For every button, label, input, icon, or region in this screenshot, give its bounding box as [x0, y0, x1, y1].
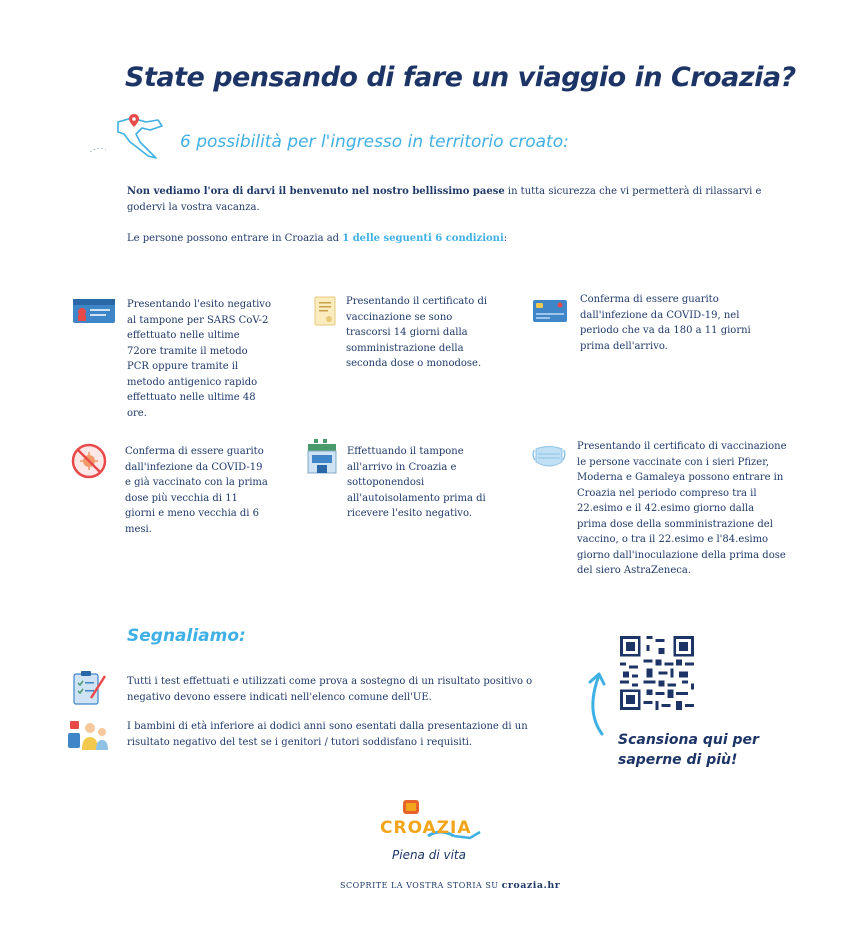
subtitle: 6 possibilità per l'ingresso in territorio croato:	[180, 132, 569, 152]
intro-paragraph	[127, 184, 777, 216]
logo-tagline: Piena di vita	[392, 848, 466, 862]
pharmacy-icon	[306, 438, 338, 474]
qr-code[interactable]	[620, 636, 694, 710]
id-card-icon	[72, 298, 116, 324]
notes-title: Segnaliamo:	[127, 626, 246, 646]
footer	[340, 880, 560, 891]
certificate-icon	[314, 296, 336, 326]
intro-bold: Non vediamo l'ora di darvi il benvenuto nel nostro bellissimo paese	[127, 186, 505, 197]
conditions-suffix: :	[503, 233, 508, 244]
logo-wordmark: CROAZIA	[380, 818, 472, 838]
footer-site-link[interactable]: croazia.hr	[501, 880, 561, 891]
croatia-map-icon	[88, 112, 168, 164]
condition-card-1: Presentando l'esito negativo al tampone per SARS CoV-2 effettuato nelle ultime 72ore tramite il metodo PCR oppure tramite il metodo antigenico rapido effettuato nelle ultime 48 ore.	[127, 299, 271, 419]
condition-card-3: Conferma di essere guarito dall'infezione da COVID-19, nel periodo che va da 180 a 11 giorni prima dell'arrivo.	[580, 294, 751, 352]
no-virus-icon	[71, 443, 107, 479]
note-2: I bambini di età inferiore ai dodici anni sono esentati dalla presentazione di un risultato negativo del test se i genitori / tutori soddisfano i requisiti.	[127, 721, 528, 748]
condition-card-5: Effettuando il tampone all'arrivo in Croazia e sottoponendosi all'autoisolamento prima di ricevere l'esito negativo.	[347, 446, 486, 519]
scan-callout	[618, 730, 759, 770]
page-title: State pensando di fare un viaggio in Croazia?	[125, 62, 796, 93]
scan-line-1: Scansiona qui per	[618, 732, 759, 748]
curved-arrow-icon	[580, 668, 620, 738]
footer-prefix: SCOPRITE LA VOSTRA STORIA SU	[340, 881, 502, 890]
face-mask-icon	[531, 444, 567, 470]
credit-card-icon	[532, 299, 568, 323]
family-icon	[68, 717, 110, 751]
conditions-line	[127, 233, 507, 244]
condition-card-4: Conferma di essere guarito dall'infezione da COVID-19 e già vaccinato con la prima dose più vecchia di 11 giorni e meno vecchia di 6 mesi.	[125, 446, 268, 535]
condition-card-2: Presentando il certificato di vaccinazione se sono trascorsi 14 giorni dalla somministrazione della seconda dose o monodose.	[346, 296, 488, 369]
checklist-icon	[71, 670, 107, 706]
scan-line-2: saperne di più!	[618, 752, 738, 768]
intro-rest: in tutta sicurezza che vi permetterà di rilassarvi e godervi la vostra vacanza.	[127, 186, 762, 213]
conditions-prefix: Le persone possono entrare in Croazia ad	[127, 233, 343, 244]
conditions-highlight: 1 delle seguenti 6 condizioni	[342, 233, 504, 244]
condition-card-6: Presentando il certificato di vaccinazione le persone vaccinate con i sieri Pfizer, Moderna e Gamaleya possono entrare in Croazia nel periodo compreso tra il 22.esimo e il 42.esimo giorno dalla prima dose della somministrazione del vaccino, o tra il 22.esimo e l'84.esimo giorno dall'inoculazione della prima dose del siero AstraZeneca.	[577, 441, 787, 576]
note-1: Tutti i test effettuati e utilizzati come prova a sostegno di un risultato positivo o negativo devono essere indicati nell'elenco comune dell'UE.	[127, 676, 533, 703]
